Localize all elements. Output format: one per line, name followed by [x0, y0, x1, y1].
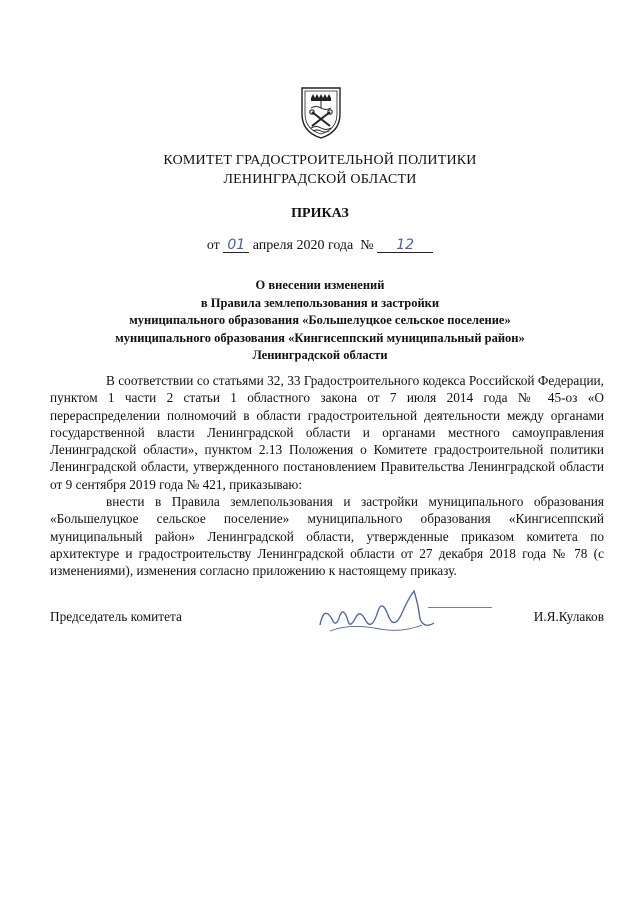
subject-line-1: О внесении изменений	[255, 278, 385, 292]
body-paragraph-2: внести в Правила землепользования и застройки муниципального образования «Большелуцкое сельское поселение» муниципального образования «Кингисеппский муниципальный район» Ленинградской области, утвержденные приказом комитета по архитектуре и градостроительству Ленинградской области от 27 декабря 2018 года № 78 (с изменениями), изменения согласно приложению к настоящему приказу.	[50, 494, 604, 579]
date-day: 01	[223, 238, 249, 253]
date-prefix: от	[206, 238, 220, 253]
signatory-name: И.Я.Кулаков	[533, 609, 604, 624]
order-subject	[0, 277, 640, 365]
subject-line-2: в Правила землепользования и застройки	[200, 295, 440, 310]
subject-line-4: муниципального образования «Кингисеппский муниципальный район»	[115, 330, 525, 345]
body-paragraph-1: В соответствии со статьями 32, 33 Градостроительного кодекса Российской Федерации, пунктом 1 части 2 статьи 1 областного закона от 7 июля 2014 года № 45-оз «О перераспределении полномочий в области градостроительной деятельности между органами государственной власти Ленинградской области и органами местного самоуправления Ленинградской области», пунктом 2.13 Положения о Комитете градостроительной политики Ленинградской области, утвержденного постановлением Правительства Ленинградской области от 9 сентября 2019 года № 421, приказываю:	[50, 373, 604, 492]
number-sign: №	[360, 238, 374, 253]
org-line-1: КОМИТЕТ ГРАДОСТРОИТЕЛЬНОЙ ПОЛИТИКИ	[163, 153, 477, 168]
document-type: ПРИКАЗ	[291, 206, 349, 221]
date-month-year: апреля 2020 года	[252, 238, 354, 253]
handwritten-signature-icon	[310, 585, 510, 645]
order-number: 12	[377, 238, 433, 253]
coat-of-arms-icon	[299, 84, 343, 140]
signatory-position: Председатель комитета	[50, 609, 182, 624]
signature-stroke	[428, 607, 492, 608]
order-body	[50, 372, 604, 580]
subject-line-5: Ленинградской области	[252, 348, 388, 362]
org-line-2: ЛЕНИНГРАДСКОЙ ОБЛАСТИ	[223, 172, 417, 187]
organization-name	[0, 151, 640, 189]
order-date-line	[0, 238, 640, 254]
subject-line-3: муниципального образования «Большелуцкое сельское поселение»	[129, 313, 511, 327]
